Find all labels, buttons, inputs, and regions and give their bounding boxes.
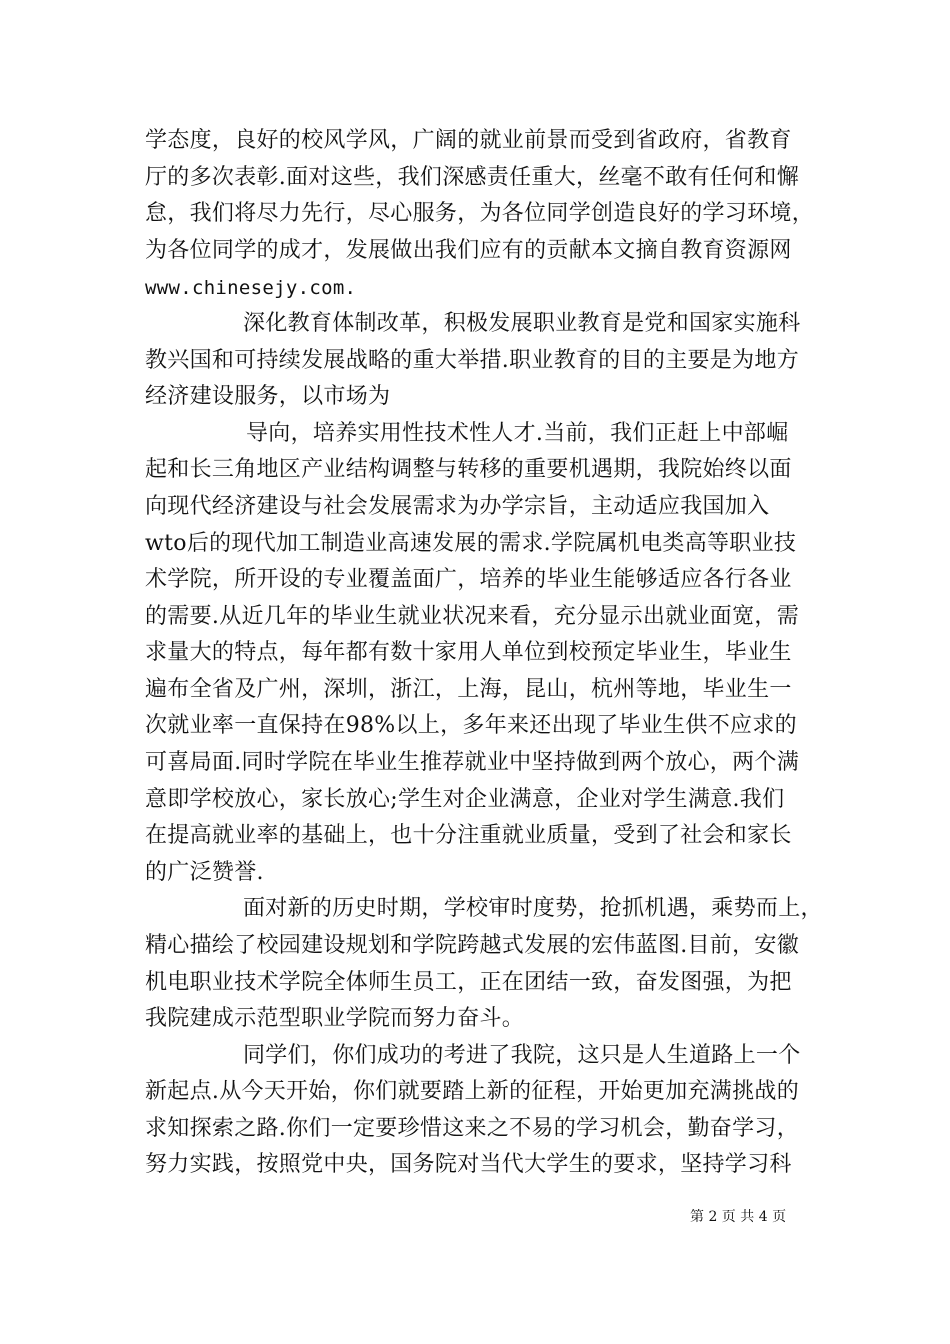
text-line: 起和长三角地区产业结构调整与转移的重要机遇期，我院始终以面 (145, 457, 792, 482)
text-line: 精心描绘了校园建设规划和学院跨越式发展的宏伟蓝图.目前，安徽 (145, 933, 799, 958)
text-line: 的需要.从近几年的毕业生就业状况来看，充分显示出就业面宽，需 (145, 604, 799, 629)
text-line: 怠，我们将尽力先行，尽心服务，为各位同学创造良好的学习环境， (145, 201, 815, 226)
text-line: 术学院，所开设的专业覆盖面广，培养的毕业生能够适应各行各业 (145, 567, 792, 592)
text-line: 经济建设服务，以市场为 (145, 384, 391, 409)
text-line: 机电职业技术学院全体师生员工，正在团结一致，奋发图强，为把 (145, 970, 792, 995)
page-number-footer: 第 2 页 共 4 页 (690, 1209, 787, 1225)
paragraph-start-line: 同学们，你们成功的考进了我院，这只是人生道路上一个 (243, 1043, 801, 1068)
text-line: 在提高就业率的基础上，也十分注重就业质量，受到了社会和家长 (145, 823, 792, 848)
paragraph-start-line: 面对新的历史时期，学校审时度势，抢抓机遇，乘势而上， (243, 896, 823, 921)
text-line: 学态度，良好的校风学风，广阔的就业前景而受到省政府，省教育 (145, 128, 792, 153)
text-line: 的广泛赞誉. (145, 860, 264, 885)
text-line: 意即学校放心，家长放心;学生对企业满意，企业对学生满意.我们 (145, 787, 785, 812)
text-line: 向现代经济建设与社会发展需求为办学宗旨，主动适应我国加入 (145, 494, 770, 519)
paragraph-start-line: 深化教育体制改革，积极发展职业教育是党和国家实施科 (243, 311, 801, 336)
text-line: wto后的现代加工制造业高速发展的需求.学院属机电类高等职业技 (145, 531, 797, 556)
text-line: 我院建成示范型职业学院而努力奋斗。 (145, 1006, 525, 1031)
text-line: 遍布全省及广州，深圳，浙江，上海，昆山，杭州等地，毕业生一 (145, 677, 792, 702)
text-line: 求量大的特点，每年都有数十家用人单位到校预定毕业生，毕业生 (145, 640, 792, 665)
text-line: 可喜局面.同时学院在毕业生推荐就业中坚持做到两个放心，两个满 (145, 750, 799, 775)
text-line: 厅的多次表彰.面对这些，我们深感责任重大，丝毫不敢有任何和懈 (145, 165, 799, 190)
text-line: 新起点.从今天开始，你们就要踏上新的征程，开始更加充满挑战的 (145, 1079, 799, 1104)
text-line: 为各位同学的成才，发展做出我们应有的贡献本文摘自教育资源网 (145, 238, 792, 263)
text-line: 求知探索之路.你们一定要珍惜这来之不易的学习机会，勤奋学习， (145, 1116, 799, 1141)
text-line: 教兴国和可持续发展战略的重大举措.职业教育的目的主要是为地方 (145, 348, 799, 373)
paragraph-start-line: 导向，培养实用性技术性人才.当前，我们正赶上中部崛 (246, 421, 789, 446)
text-line: 努力实践，按照党中央，国务院对当代大学生的要求，坚持学习科 (145, 1152, 792, 1177)
text-line: 次就业率一直保持在98%以上，多年来还出现了毕业生供不应求的 (145, 713, 797, 738)
url-line: www.chinesejy.com. (145, 277, 357, 299)
